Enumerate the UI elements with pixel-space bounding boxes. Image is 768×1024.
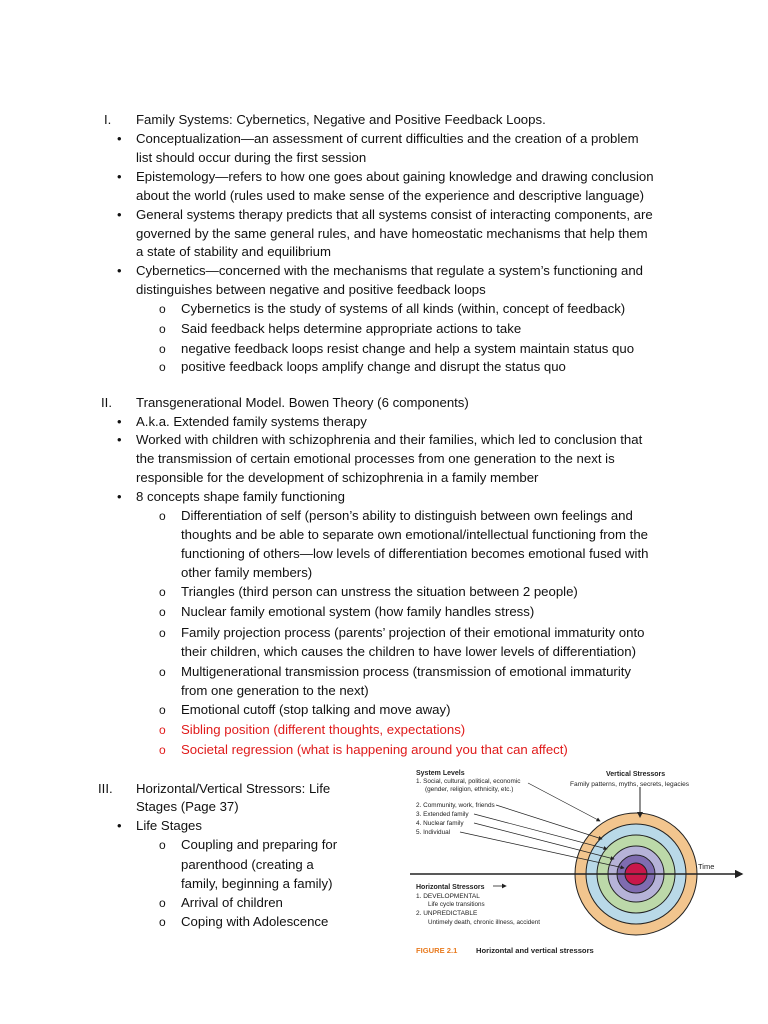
- sub-bullet-text: Coping with Adolescence: [181, 914, 329, 929]
- sub-bullet: o: [159, 665, 166, 679]
- horizontal-stressors-title: Horizontal Stressors: [416, 884, 485, 891]
- sub-bullet: o: [159, 896, 166, 910]
- sub-bullet: o: [159, 322, 166, 336]
- bullet-text: Conceptualization—an assessment of current difficulties and the creation of a problem: [136, 131, 639, 146]
- sub-bullet-text: Nuclear family emotional system (how family handles stress): [181, 604, 535, 619]
- sub-bullet-text: Said feedback helps determine appropriate actions to take: [181, 321, 522, 336]
- sub-bullet-text: family, beginning a family): [181, 876, 333, 891]
- vertical-stressors-title: Vertical Stressors: [606, 771, 666, 778]
- bullet-text: Worked with children with schizophrenia and their families, which led to conclusion that: [136, 432, 643, 447]
- sub-bullet-text: Arrival of children: [181, 895, 283, 910]
- sub-bullet: o: [159, 342, 166, 356]
- section-2-numeral: II.: [101, 395, 112, 410]
- sub-bullet: o: [159, 915, 166, 929]
- system-level-label: 4. Nuclear family: [416, 820, 464, 827]
- sub-bullet: o: [159, 723, 166, 737]
- bullet: •: [117, 818, 122, 833]
- bullet-text: Epistemology—refers to how one goes about gaining knowledge and drawing conclusion: [136, 169, 654, 184]
- sub-bullet-text: from one generation to the next): [181, 683, 369, 698]
- sub-bullet: o: [159, 509, 166, 523]
- system-level-label: 1. Social, cultural, political, economic: [416, 778, 521, 785]
- horizontal-stressor-item: 1. DEVELOPMENTAL: [416, 893, 480, 900]
- system-level-label: 5. Individual: [416, 829, 451, 836]
- sub-bullet-text: Multigenerational transmission process (transmission of emotional immaturity: [181, 664, 632, 679]
- section-1-heading: Family Systems: Cybernetics, Negative and Positive Feedback Loops.: [136, 112, 546, 127]
- bullet: •: [117, 131, 122, 146]
- stressors-figure: [410, 765, 750, 965]
- sub-bullet-text: thoughts and be able to separate own emotional/intellectual functioning from the: [181, 527, 648, 542]
- horizontal-stressor-item: 2. UNPREDICTABLE: [416, 910, 478, 917]
- figure-caption-text: Horizontal and vertical stressors: [476, 946, 594, 955]
- bullet: •: [117, 432, 122, 447]
- section-2-heading: Transgenerational Model. Bowen Theory (6 components): [136, 395, 469, 410]
- bullet-text: Cybernetics—concerned with the mechanisms that regulate a system’s functioning and: [136, 263, 644, 278]
- system-level-label: (gender, religion, ethnicity, etc.): [425, 786, 514, 793]
- sub-bullet-text: Triangles (third person can unstress the situation between 2 people): [181, 584, 578, 599]
- sub-bullet-text: Cybernetics is the study of systems of all kinds (within, concept of feedback): [181, 301, 626, 316]
- section-3-heading: Stages (Page 37): [136, 799, 239, 814]
- system-levels-title: System Levels: [416, 770, 465, 777]
- bullet-text: governed by the same general rules, and have homeostatic mechanisms that help them: [136, 226, 648, 241]
- sub-bullet-text: other family members): [181, 565, 313, 580]
- sub-bullet: o: [159, 838, 166, 852]
- horizontal-stressor-item: Untimely death, chronic illness, accident: [428, 919, 540, 926]
- vertical-stressors-subtitle: Family patterns, myths, secrets, legacies: [570, 781, 690, 788]
- bullet: •: [117, 169, 122, 184]
- bullet-text: the transmission of certain emotional processes from one generation to the next is: [136, 451, 615, 466]
- bullet-text: distinguishes between negative and positive feedback loops: [136, 282, 486, 297]
- sub-bullet-text: parenthood (creating a: [181, 857, 314, 872]
- sub-bullet-text: negative feedback loops resist change and help a system maintain status quo: [181, 341, 635, 356]
- bullet-text: A.k.a. Extended family systems therapy: [136, 414, 367, 429]
- horizontal-stressor-item: Life cycle transitions: [428, 901, 485, 908]
- system-level-label: 2. Community, work, friends: [416, 802, 495, 809]
- sub-bullet-text: Family projection process (parents’ projection of their emotional immaturity onto: [181, 625, 645, 640]
- bullet: •: [117, 414, 122, 429]
- bullet-text: 8 concepts shape family functioning: [136, 489, 345, 504]
- figure-caption-label: FIGURE 2.1: [416, 946, 458, 955]
- sub-bullet: o: [159, 360, 166, 374]
- bullet-text: about the world (rules used to make sense of the experience and descriptive language): [136, 188, 645, 203]
- section-1-numeral: I.: [104, 112, 112, 127]
- bullet-text: a state of stability and equilibrium: [136, 244, 331, 259]
- time-label: Time: [698, 862, 715, 871]
- sub-bullet-text: Emotional cutoff (stop talking and move away): [181, 702, 451, 717]
- bullet: •: [117, 207, 122, 222]
- sub-bullet-text: their children, which causes the children to have lower levels of differentiation): [181, 644, 636, 659]
- sub-bullet-text: Differentiation of self (person’s ability to distinguish between own feelings and: [181, 508, 633, 523]
- section-3-heading: Horizontal/Vertical Stressors: Life: [136, 781, 331, 796]
- bullet-text: list should occur during the first session: [136, 150, 367, 165]
- sub-bullet-text: positive feedback loops amplify change and disrupt the status quo: [181, 359, 566, 374]
- section-3-numeral: III.: [98, 781, 113, 796]
- bullet-text: Life Stages: [136, 818, 202, 833]
- sub-bullet: o: [159, 703, 166, 717]
- bullet: •: [117, 263, 122, 278]
- sub-bullet-text: Coupling and preparing for: [181, 837, 338, 852]
- sub-bullet: o: [159, 626, 166, 640]
- bullet-text: General systems therapy predicts that all systems consist of interacting components, are: [136, 207, 653, 222]
- sub-bullet: o: [159, 743, 166, 757]
- sub-bullet-text: functioning of others—low levels of differentiation becomes emotional fused with: [181, 546, 649, 561]
- sub-bullet: o: [159, 605, 166, 619]
- sub-bullet: o: [159, 302, 166, 316]
- system-level-label: 3. Extended family: [416, 811, 469, 818]
- sub-bullet-text-highlight: Sibling position (different thoughts, expectations): [181, 722, 466, 737]
- sub-bullet: o: [159, 585, 166, 599]
- bullet: •: [117, 489, 122, 504]
- bullet-text: responsible for the development of schizophrenia in a family member: [136, 470, 539, 485]
- sub-bullet-text-highlight: Societal regression (what is happening around you that can affect): [181, 742, 568, 757]
